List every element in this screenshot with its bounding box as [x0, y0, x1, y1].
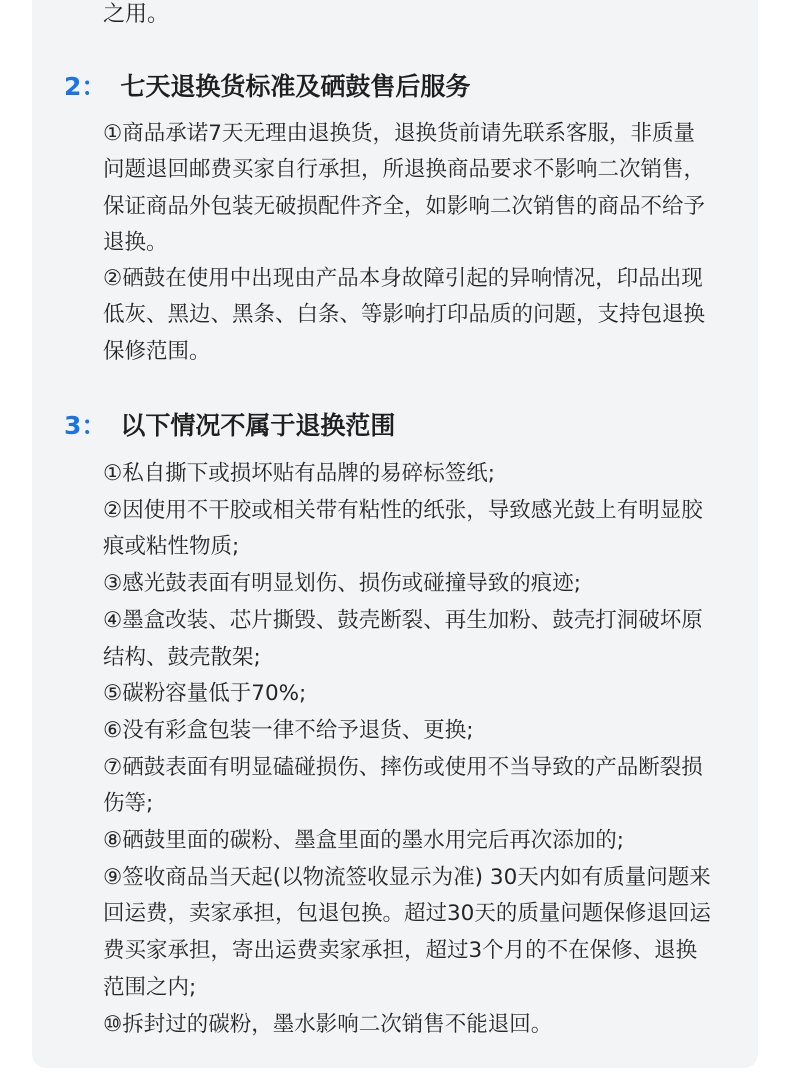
section-2-title-text: 七天退换货标准及硒鼓售后服务: [120, 72, 471, 101]
intro-tail-text: 之用。: [103, 2, 170, 27]
section-2-title: [64, 70, 470, 104]
section-3-title-text: 以下情况不属于退换范围: [120, 411, 396, 440]
section-3-item: ⑩拆封过的碳粉，墨水影响二次销售不能退回。: [103, 1011, 553, 1037]
section-3-number: 3：: [64, 411, 107, 440]
section-3-item: ③感光鼓表面有明显划伤、损伤或碰撞导致的痕迹;: [103, 571, 582, 597]
section-3-item: ⑥没有彩盒包装一律不给予退货、更换;: [103, 717, 474, 743]
section-2-number: 2：: [64, 72, 107, 101]
section-3-item: ⑦硒鼓表面有明显磕碰损伤、摔伤或使用不当导致的产品断裂损伤等;: [103, 754, 703, 817]
section-3-item: ⑧硒鼓里面的碳粉、墨盒里面的墨水用完后再次添加的;: [103, 828, 625, 854]
section-3-item: ②因使用不干胶或相关带有粘性的纸张，导致感光鼓上有明显胶痕或粘性物质;: [103, 497, 703, 560]
section-3-item: ⑨签收商品当天起(以物流签收显示为准) 30天内如有质量问题来回运费，卖家承担，包退包换。超过30天的质量问题保修退回运费买家承担，寄出运费卖家承担，超过3个月的不在保修、退换范围之内;: [103, 864, 711, 1000]
section-2-paragraph: ②硒鼓在使用中出现由产品本身故障引起的异响情况，印品出现低灰、黑边、黑条、白条、等影响打印品质的问题，支持包退换保修范围。: [103, 266, 706, 364]
section-2-body: [103, 116, 713, 370]
section-3-title: [64, 409, 395, 443]
section-3-item: ①私自撕下或损坏贴有品牌的易碎标签纸;: [103, 461, 496, 486]
section-3-item: ⑤碳粉容量低于70%;: [103, 681, 307, 707]
section-3-item: ④墨盒改装、芯片撕毁、鼓壳断裂、再生加粉、鼓壳打洞破坏原结构、鼓壳散架;: [103, 607, 703, 670]
section-2-paragraph: ①商品承诺7天无理由退换货，退换货前请先联系客服，非质量问题退回邮费买家自行承担，所退换商品要求不影响二次销售，保证商品外包装无破损配件齐全，如影响二次销售的商品不给予退换。: [103, 121, 706, 255]
section-3-body: [103, 456, 713, 1043]
